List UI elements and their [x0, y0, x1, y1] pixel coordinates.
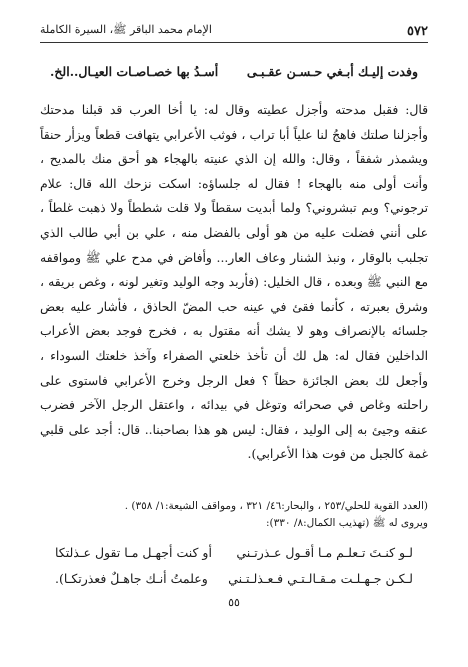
- reference-citation: (العدد القوية للحلي/٢٥٣ ، والبحار:٤٦/ ٣٢١ ، ومواقف الشيعة:١/ ٣٥٨) .: [124, 500, 428, 512]
- verse-hemistich-left: وعلمتُ أنـك جاهـلٌ فعذرتكـا).: [55, 571, 208, 586]
- verse-hemistich-left: أسـدُ بها خصـاصـات العيـال..الخ.: [50, 64, 219, 79]
- verse-hemistich-right: وفدت إليـك أبـغي حـسـن عقـبـى: [246, 64, 418, 79]
- verse-hemistich-right: لـكـن جـهـلـت مـقـالـتـي فـعـذلـتـني: [228, 571, 413, 586]
- body-paragraph: قال: فقبل مدحته وأجزل عطيته وقال له: يا أخا العرب قد قبلنا مدحتك وأجزلنا صلتك فاهجُ لنا علياً أبا تراب ، فوثب الأعرابي يتهافت قطعاً ويزأر حنقاً ويشمذر شفقاً ، وقال: والله إن الذي عنيته بالهجاء هو أحق منك بالمديح ، وأنت أولى منه بالهجاء ! فقال له جلساؤه: اسكت نزحك الله قال: علام ترجوني؟ وبم تبشروني؟ ولما أبديت سقطاً ولا قلت شططاً ولا ذهبت غلطاً ، على أنني فضلت عليه من هو أولى بالفضل منه ، علي بن أبي طالب الذي تجلبب بالوقار ، ونبذ الشنار وعاف العار... وأفاض في مدح علي ﷺ ومواقفه مع النبي ﷺ وبعده ، قال الخليل: (فأربد وجه الوليد وتغير لونه ، وغص بريقه ، وشرق بعبرته ، كأنما فقئ في عينه حب المضّ الحاذق ، فأشار عليه بعض جلسائه بالإنصراف وهو لا يشك أنه مقتول به ، فخرج فوجد بعض الأعراب الداخلين فقال له: هل لك أن تأخذ خلعتي الصفراء وآخذ خلعتك السوداء ، وأجعل لك بعض الجائزة حظاً ؟ فعل الرجل وخرج الأعرابي فاستوى على راحلته وغاص في صحرائه وتوغل في بيدائه ، واعتقل الرجل الآخر فضرب عنقه وجيئ به إلى الوليد ، فقال: ليس هو هذا بصاحبنا.. قال: أجد على قلبي غمة كالجبل من فوت هذا الأعرابي).: [40, 103, 428, 462]
- closing-verses: [55, 540, 413, 592]
- body-text: [40, 98, 428, 467]
- section-ornament: ٥٥: [228, 596, 240, 609]
- references: [40, 498, 428, 532]
- page-number: ٥٧٢: [407, 23, 428, 39]
- reference-intro: ويروى له ﷺ (تهذيب الكمال:٨/ ٣٣٠):: [266, 517, 428, 529]
- verse-hemistich-left: أو كنت أجهـل مـا تقول عـذلتكا: [55, 545, 212, 560]
- verse-line: [55, 566, 413, 592]
- page-header: [40, 22, 428, 40]
- verse-line: [55, 540, 413, 566]
- verse-hemistich-right: لـو كنـتَ تـعلـم مـا أقـول عـذرتـني: [236, 545, 413, 560]
- header-rule: [40, 42, 428, 43]
- running-title: الإمام محمد الباقر ﷺ، السيرة الكاملة: [40, 23, 212, 36]
- opening-verse: [50, 64, 418, 79]
